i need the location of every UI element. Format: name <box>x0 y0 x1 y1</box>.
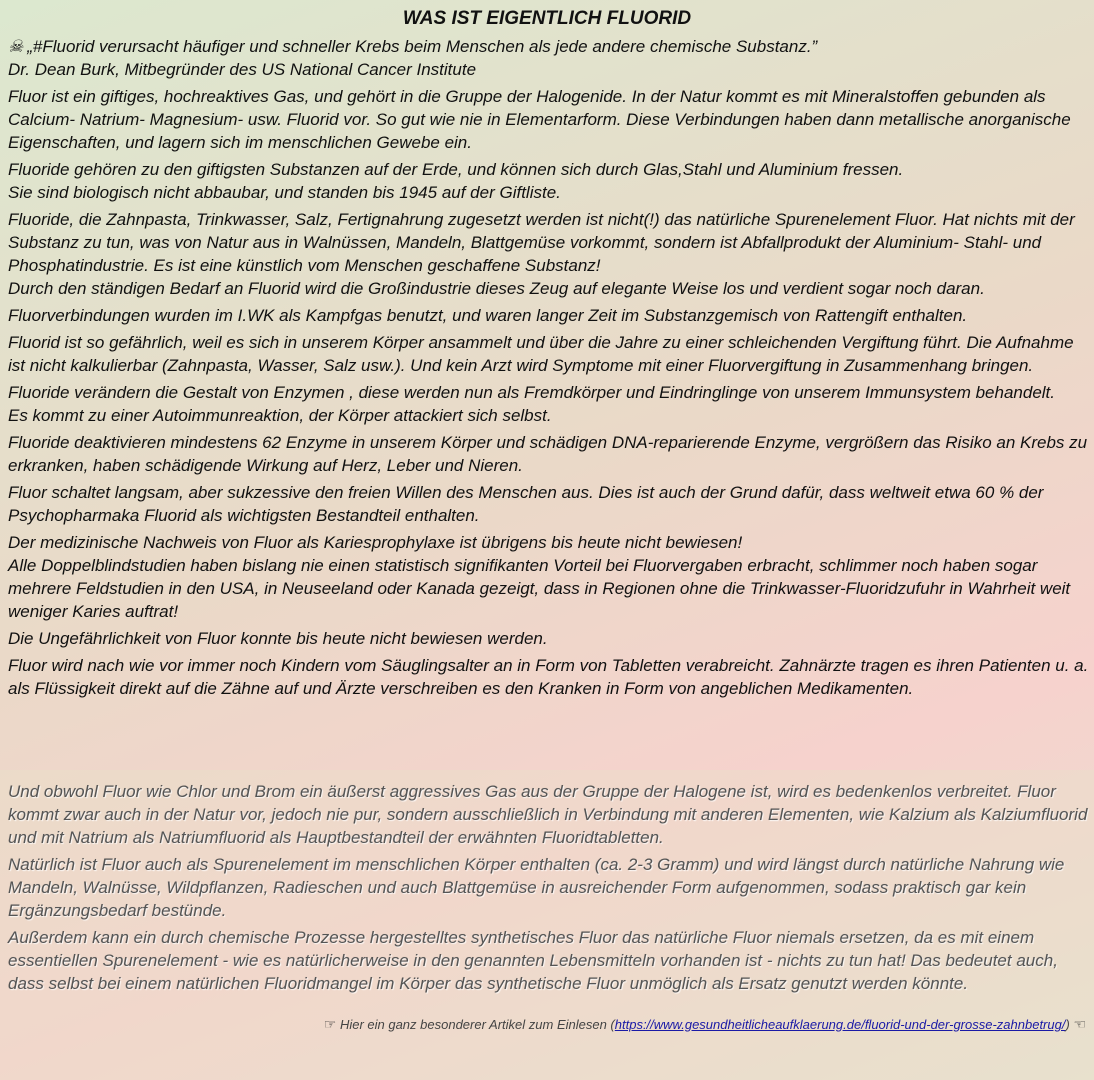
skull-icon: ☠ <box>8 37 24 56</box>
paragraph-line: Es kommt zu einer Autoimmunreaktion, der Körper attackiert sich selbst. <box>8 406 552 425</box>
lower-text <box>8 780 1090 999</box>
lower-paragraph: Außerdem kann ein durch chemische Prozesse hergestelltes synthetisches Fluor das natürliche Fluor niemals ersetzen, da es mit einem essentiellen Spurenelement - wie es natürlicherweise in den genannten Lebensmitteln vorhanden ist - nichts zu tun hat! Das bedeutet auch, dass selbst bei einem natürlichen Fluoridmangel im Körper das synthetische Fluor unmöglich als Ersatz genutzt werden könnte. <box>8 928 1058 993</box>
paragraph <box>8 158 1090 204</box>
quote-block <box>8 35 1090 81</box>
paragraph-line: Fluoride, die Zahnpasta, Trinkwasser, Salz, Fertignahrung zugesetzt werden ist nicht(!) das natürliche Spurenelement Fluor. Hat nichts mit der Substanz zu tun, was von Natur aus in Walnüssen, Mandeln, Blattgemüse vorkommt, sondern ist Abfallprodukt der Aluminium- Stahl- und Phosphatindustrie. Es ist eine künstlich vom Menschen geschaffene Substanz! <box>8 210 1075 275</box>
lower-paragraph: Natürlich ist Fluor auch als Spurenelement im menschlichen Körper enthalten (ca. 2-3 Gramm) und wird längst durch natürliche Nahrung wie Mandeln, Walnüsse, Wildpflanzen, Radieschen und auch Blattgemüse in ausreichender Form aufgenommen, sodass praktisch gar kein Ergänzungsbedarf bestünde. <box>8 855 1065 920</box>
pointing-hand-left-icon: ☜ <box>1073 1016 1086 1032</box>
paragraph-line: Alle Doppelblindstudien haben bislang nie einen statistisch signifikanten Vorteil bei Fluorvergaben erbracht, schlimmer noch haben sogar mehrere Feldstudien in den USA, in Neuseeland oder Kanada gezeigt, dass in Regionen ohne die Trinkwasser-Fluoridzufuhr in Wahrheit weit weniger Karies auftrat! <box>8 556 1071 621</box>
quote-attribution: Dr. Dean Burk, Mitbegründer des US National Cancer Institute <box>8 60 477 79</box>
quote-text: „#Fluorid verursacht häufiger und schneller Krebs beim Menschen als jede andere chemische Substanz.” <box>27 37 818 56</box>
paragraph-line: Durch den ständigen Bedarf an Fluorid wird die Großindustrie dieses Zeug auf elegante Weise los und verdient sogar noch daran. <box>8 279 985 298</box>
footnote-prefix: Hier ein ganz besonderer Artikel zum Einlesen ( <box>339 1017 615 1032</box>
pointing-hand-right-icon: ☞ <box>323 1016 337 1032</box>
page-title: WAS IST EIGENTLICH FLUORID <box>402 8 692 29</box>
paragraph-line: Sie sind biologisch nicht abbaubar, und standen bis 1945 auf der Giftliste. <box>8 183 561 202</box>
paragraph-line: Fluoride verändern die Gestalt von Enzymen , diese werden nun als Fremdkörper und Eindringlinge von unserem Immunsystem behandelt. <box>8 383 1055 402</box>
main-text <box>8 35 1090 704</box>
paragraph: Fluorverbindungen wurden im I.WK als Kampfgas benutzt, und waren langer Zeit im Substanzgemisch von Rattengift enthalten. <box>8 306 968 325</box>
paragraph-line: Fluoride gehören zu den giftigsten Substanzen auf der Erde, und können sich durch Glas,Stahl und Aluminium fressen. <box>8 160 904 179</box>
paragraph <box>8 381 1090 427</box>
article-link[interactable]: https://www.gesundheitlicheaufklaerung.de/fluorid-und-der-grosse-zahnbetrug/ <box>614 1017 1066 1032</box>
footnote-suffix: ) <box>1065 1017 1070 1032</box>
paragraph: Fluor ist ein giftiges, hochreaktives Gas, und gehört in die Gruppe der Halogenide. In der Natur kommt es mit Mineralstoffen gebunden als Calcium- Natrium- Magnesium- usw. Fluorid vor. So gut wie nie in Elementarform. Diese Verbindungen haben dann metallische anorganische Eigenschaften, und lagern sich im menschlichen Gewebe ein. <box>8 87 1071 152</box>
footnote <box>324 1016 1086 1033</box>
paragraph: Fluor schaltet langsam, aber sukzessive den freien Willen des Menschen aus. Dies ist auch der Grund dafür, dass weltweit etwa 60 % der Psychopharmaka Fluorid als wichtigsten Bestandteil enthalten. <box>8 483 1044 525</box>
lower-paragraph: Und obwohl Fluor wie Chlor und Brom ein äußerst aggressives Gas aus der Gruppe der Halogene ist, wird es bedenkenlos verbreitet. Fluor kommt zwar auch in der Natur vor, jedoch nie pur, sondern ausschließlich in Verbindung mit anderen Elementen, wie Kalzium als Kalziumfluorid und mit Natrium als Natriumfluorid als Hauptbestandteil der erwähnten Fluoridtabletten. <box>8 782 1088 847</box>
paragraph <box>8 208 1090 300</box>
paragraph: Fluor wird nach wie vor immer noch Kindern vom Säuglingsalter an in Form von Tabletten verabreicht. Zahnärzte tragen es ihren Patienten u. a. als Flüssigkeit direkt auf die Zähne auf und Ärzte verschreiben es den Kranken in Form von angeblichen Medikamenten. <box>8 656 1089 698</box>
paragraph <box>8 531 1090 623</box>
paragraph: Die Ungefährlichkeit von Fluor konnte bis heute nicht bewiesen werden. <box>8 629 548 648</box>
lower-section <box>0 770 1094 1080</box>
paragraph: Fluorid ist so gefährlich, weil es sich in unserem Körper ansammelt und über die Jahre zu einer schleichenden Vergiftung führt. Die Aufnahme ist nicht kalkulierbar (Zahnpasta, Wasser, Salz usw.). Und kein Arzt wird Symptome mit einer Fluorvergiftung in Zusammenhang bringen. <box>8 333 1074 375</box>
paragraph: Fluoride deaktivieren mindestens 62 Enzyme in unserem Körper und schädigen DNA-reparierende Enzyme, vergrößern das Risiko an Krebs zu erkranken, haben schädigende Wirkung auf Herz, Leber und Nieren. <box>8 433 1088 475</box>
paragraph-line: Der medizinische Nachweis von Fluor als Kariesprophylaxe ist übrigens bis heute nicht bewiesen! <box>8 533 743 552</box>
